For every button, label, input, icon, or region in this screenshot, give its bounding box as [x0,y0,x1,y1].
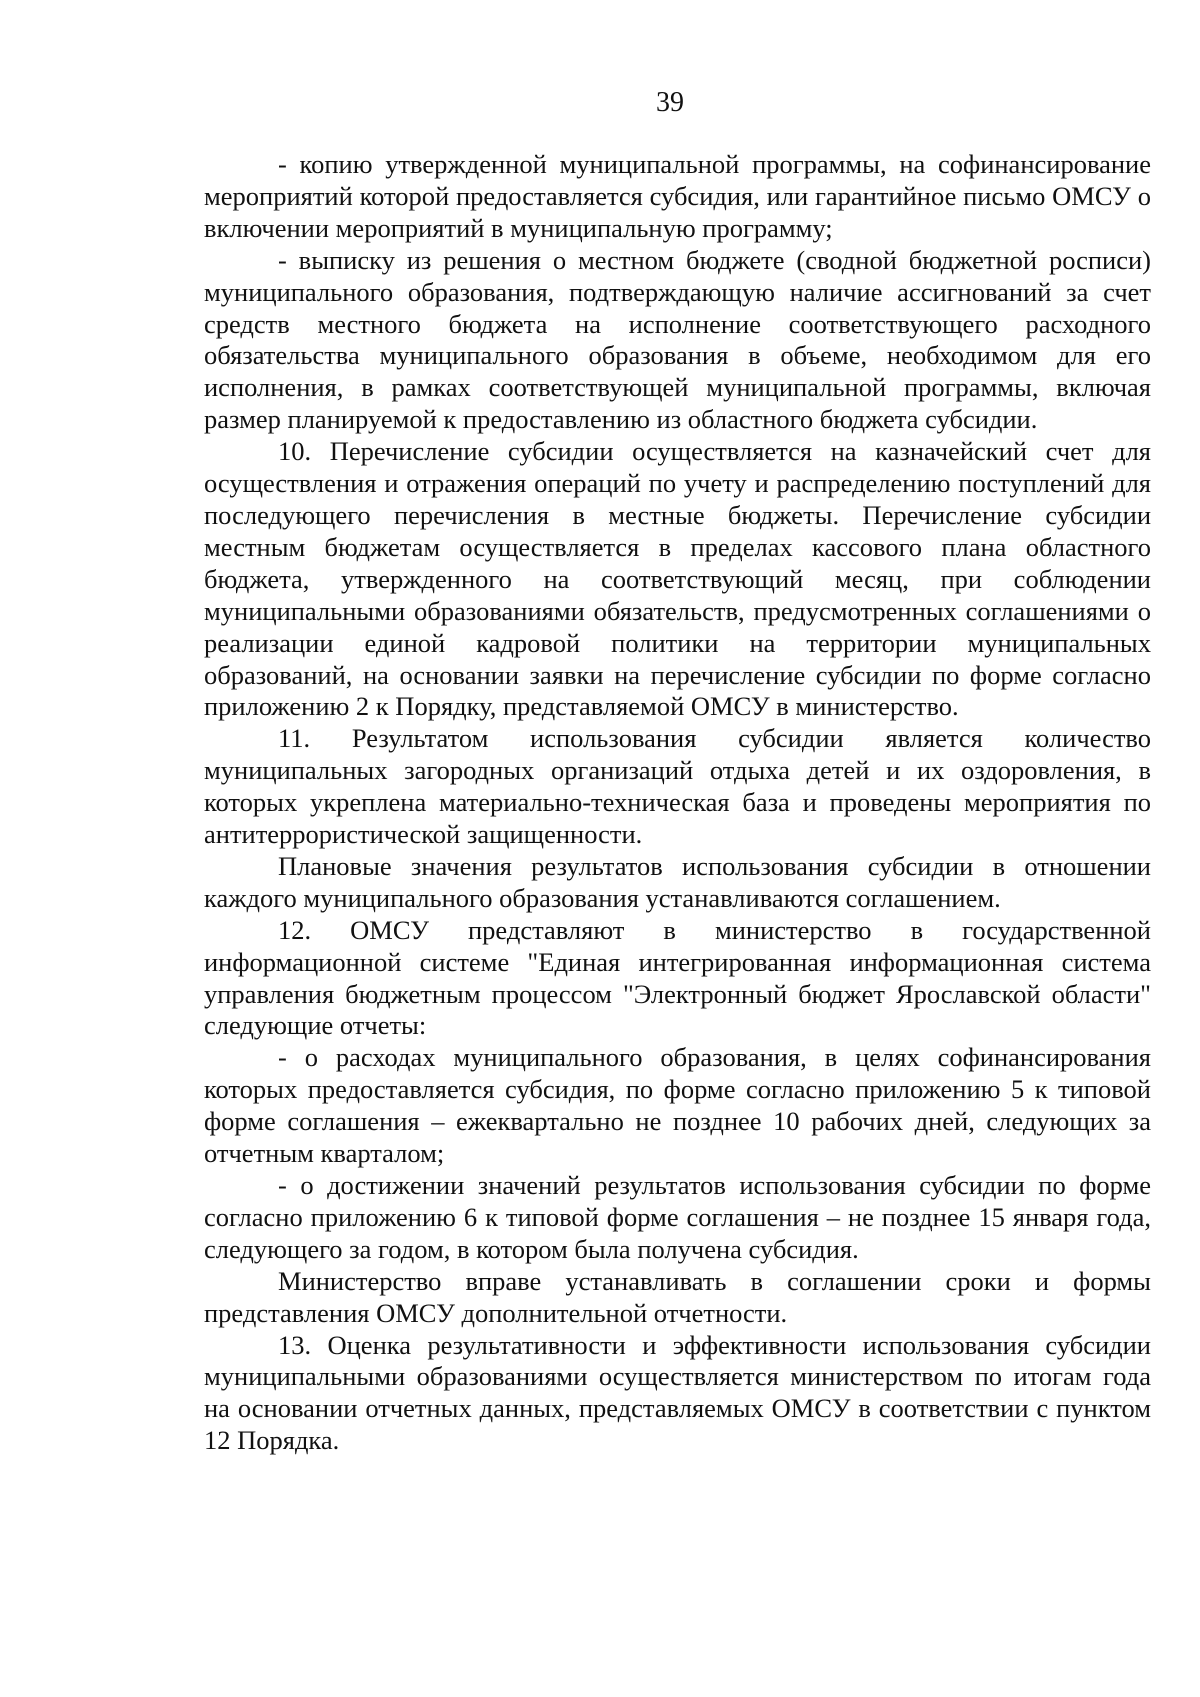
page-number: 39 [656,87,684,118]
paragraph-results-report: - о достижении значений результатов использования субсидии по форме согласно приложению 6 к типовой форме соглашения – не позднее 15 января года, следующего за годом, в котором была получена субсидия. [204,1170,1151,1264]
paragraph-item-11: 11. Результатом использования субсидии является количество муниципальных загородных организаций отдыха детей и их оздоровления, в которых укреплена материально-техническая база и проведены мероприятия по антитеррористической защищенности. [204,723,1151,850]
paragraph-planned-values: Плановые значения результатов использования субсидии в отношении каждого муниципального образования устанавливаются соглашением. [204,850,1151,913]
paragraph-item-12: 12. ОМСУ представляют в министерство в государственной информационной системе "Единая интегрированная информационная система управления бюджетным процессом "Электронный бюджет Ярославской области" следующие отчеты: [204,914,1151,1041]
paragraph-expense-report: - о расходах муниципального образования, в целях софинансирования которых предоставляется субсидия, по форме согласно приложению 5 к типовой форме соглашения – ежеквартально не позднее 10 рабочих дней, следующих за отчетным кварталом; [204,1042,1151,1169]
paragraph-item-10: 10. Перечисление субсидии осуществляется на казначейский счет для осуществления и отражения операций по учету и распределению поступлений для последующего перечисления в местные бюджеты. Перечисление субсидии местным бюджетам осуществляется в пределах кассового плана областного бюджета, утвержденного на соответствующий месяц, при соблюдении муниципальными образованиями обязательств, предусмотренных соглашениями о реализации единой кадровой политики на территории муниципальных образований, на основании заявки на перечисление субсидии по форме согласно приложению 2 к Порядку, представляемой ОМСУ в министерство. [204,436,1151,722]
paragraph-item-13: 13. Оценка результативности и эффективности использования субсидии муниципальными образованиями осуществляется министерством по итогам года на основании отчетных данных, представляемых ОМСУ в соответствии с пунктом 12 Порядка. [204,1329,1151,1456]
paragraph-budget-extract: - выписку из решения о местном бюджете (сводной бюджетной росписи) муниципального образования, подтверждающую наличие ассигнований за счет средств местного бюджета на исполнение соответствующего расходного обязательства муниципального образования в объеме, необходимом для его исполнения, в рамках соответствующей муниципальной программы, включая размер планируемой к предоставлению из областного бюджета субсидии. [204,244,1151,435]
paragraph-additional-reporting: Министерство вправе устанавливать в соглашении сроки и формы представления ОМСУ дополнительной отчетности. [204,1265,1151,1328]
document-body [204,149,1151,1457]
paragraph-program-copy: - копию утвержденной муниципальной программы, на софинансирование мероприятий которой предоставляется субсидия, или гарантийное письмо ОМСУ о включении мероприятий в муниципальную программу; [204,149,1151,243]
